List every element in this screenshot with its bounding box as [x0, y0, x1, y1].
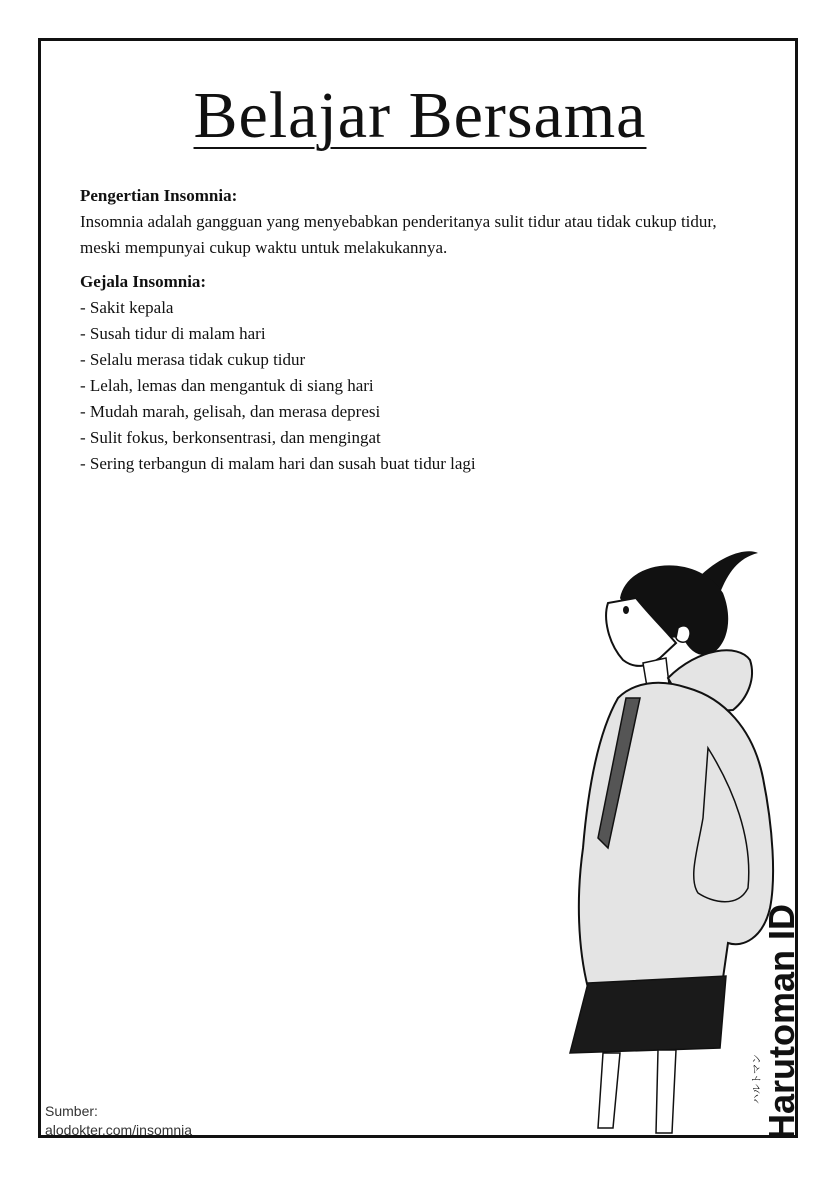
symptom-item: - Sulit fokus, berkonsentrasi, dan mengingat	[80, 428, 381, 447]
symptom-item: - Selalu merasa tidak cukup tidur	[80, 350, 306, 369]
symptom-item: - Susah tidur di malam hari	[80, 324, 266, 343]
source-note	[45, 1102, 192, 1140]
symptom-item: - Lelah, lemas dan mengantuk di siang hari	[80, 376, 374, 395]
watermark-text: Harutoman ID	[761, 903, 802, 1140]
symptoms-heading: Gejala Insomnia:	[80, 272, 207, 291]
source-url: alodokter.com/insomnia	[45, 1122, 193, 1138]
symptoms-list	[80, 295, 760, 477]
source-label: Sumber:	[45, 1103, 98, 1119]
article-body	[80, 183, 760, 477]
symptom-item: - Mudah marah, gelisah, dan merasa depresi	[80, 402, 381, 421]
definition-text: Insomnia adalah gangguan yang menyebabkan penderitanya sulit tidur atau tidak cukup tidur, meski mempunyai cukup waktu untuk melakukannya.	[80, 212, 717, 257]
watermark-kana: ハルトマン	[752, 1054, 763, 1104]
page-title: Belajar Bersama	[193, 79, 647, 152]
symptom-item: - Sakit kepala	[80, 298, 174, 317]
symptom-item: - Sering terbangun di malam hari dan susah buat tidur lagi	[80, 454, 476, 473]
definition-heading: Pengertian Insomnia:	[80, 186, 238, 205]
